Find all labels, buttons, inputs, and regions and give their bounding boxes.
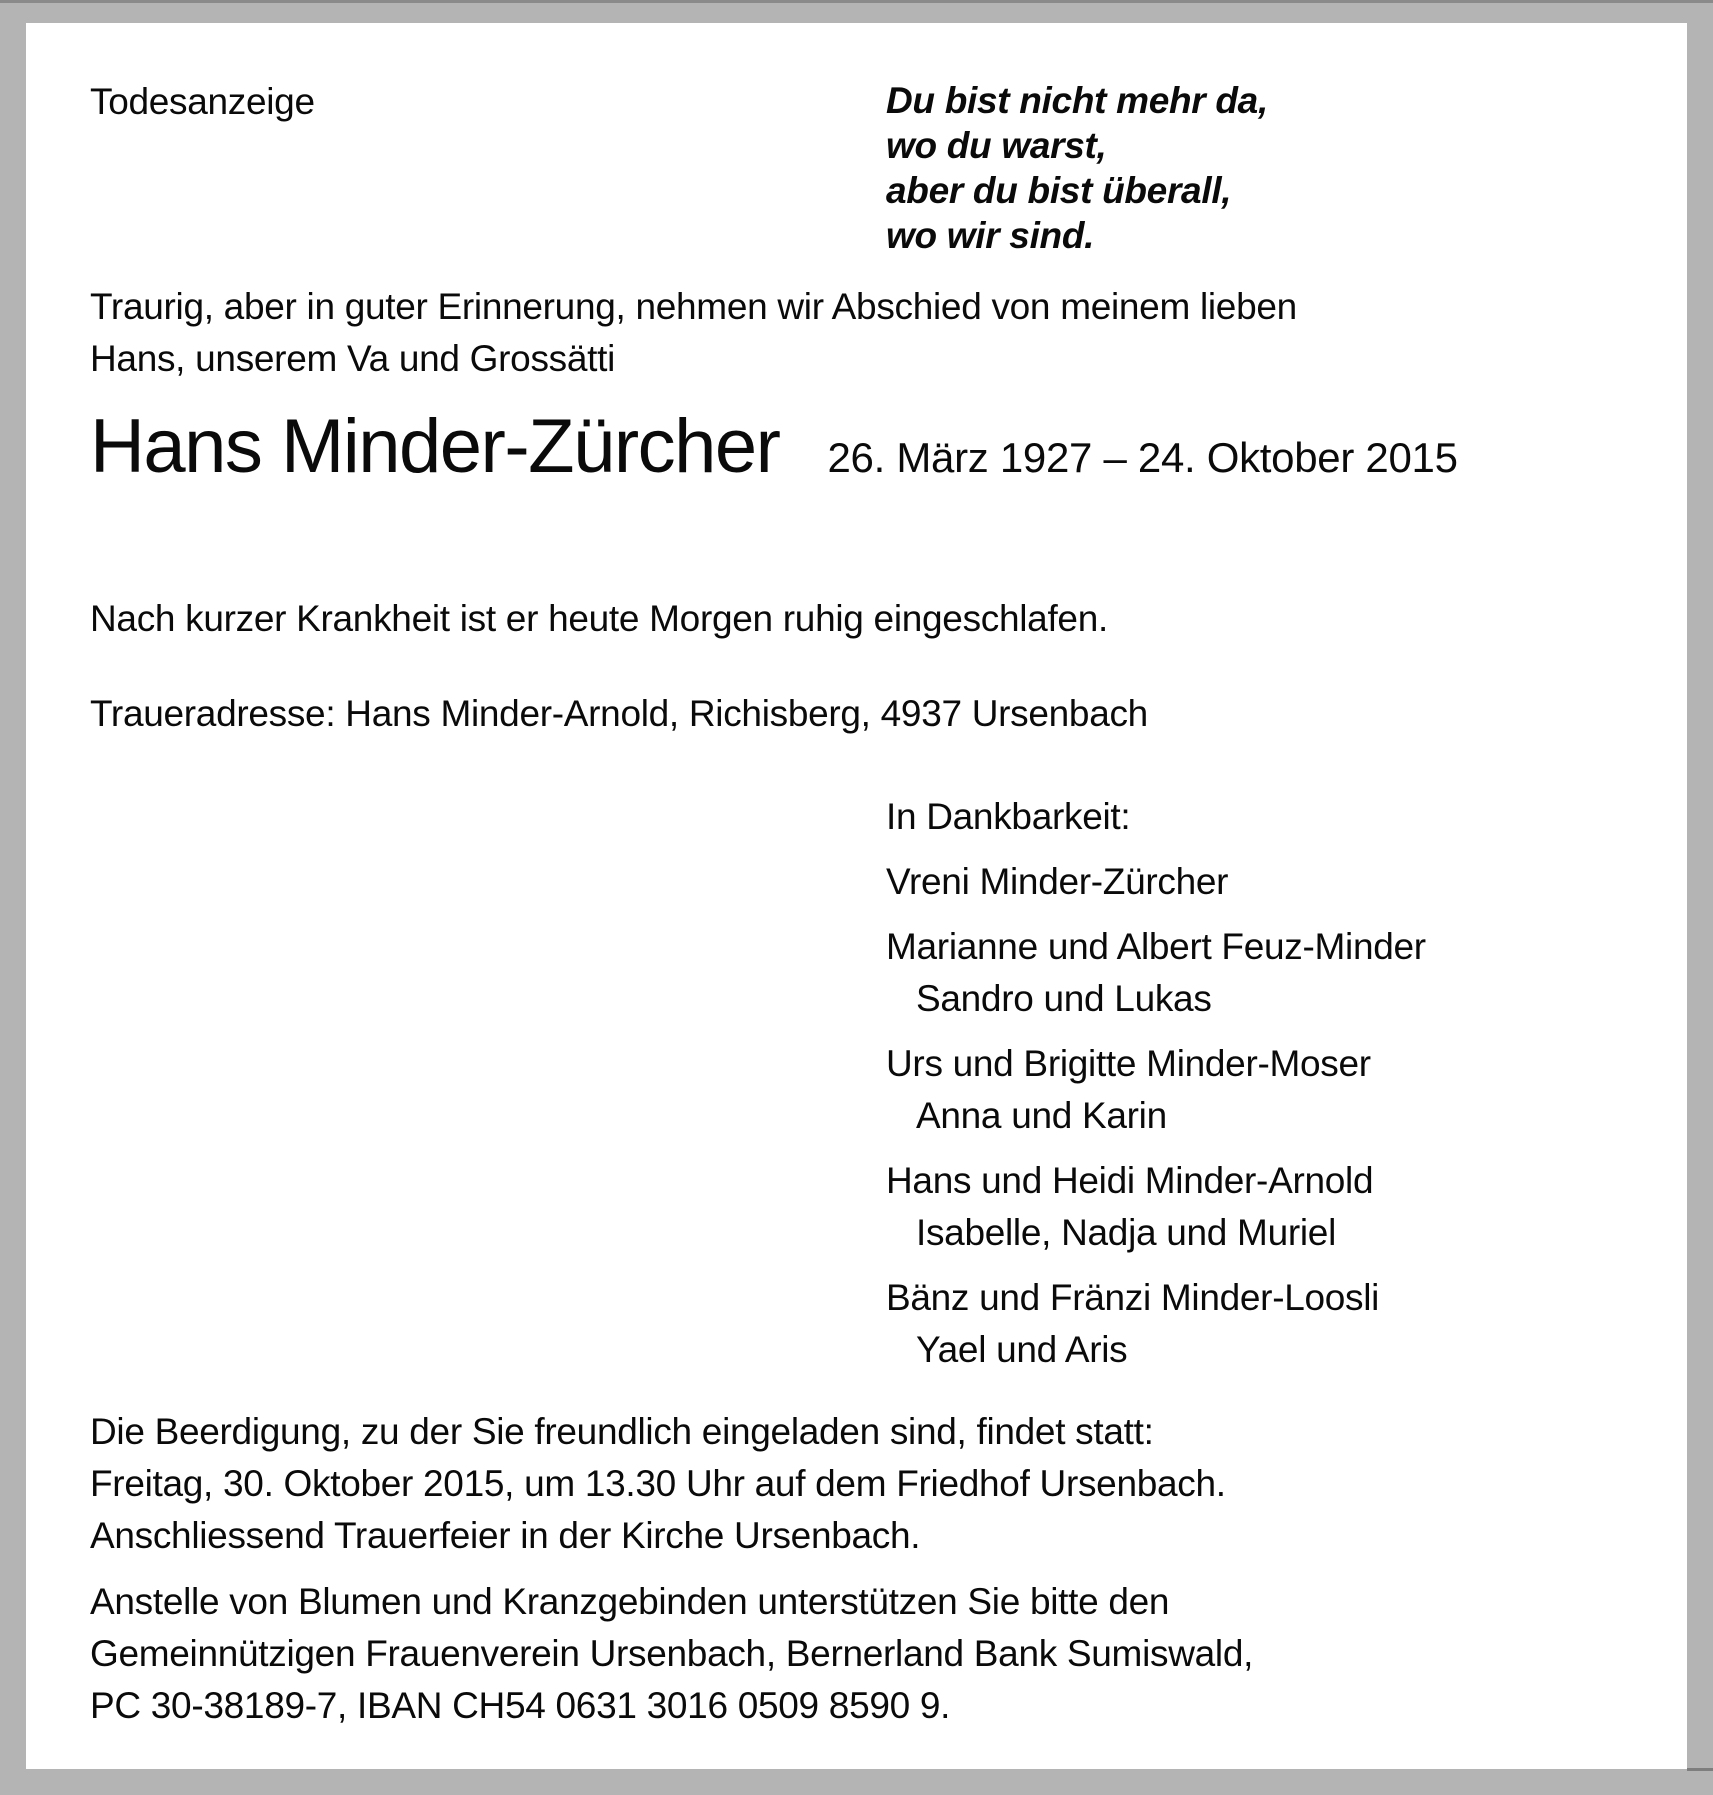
memorial-poem bbox=[886, 78, 1268, 258]
family-group bbox=[886, 921, 1426, 1025]
page-shadow bbox=[1687, 1768, 1713, 1771]
family-member: Bänz und Fränzi Minder-Loosli bbox=[886, 1277, 1380, 1318]
intro-line: Hans, unserem Va und Grossätti bbox=[90, 338, 616, 379]
family-member: Urs und Brigitte Minder-Moser bbox=[886, 1043, 1371, 1084]
family-member: Vreni Minder-Zürcher bbox=[886, 861, 1229, 902]
family-group bbox=[886, 856, 1426, 908]
funeral-line: Freitag, 30. Oktober 2015, um 13.30 Uhr auf dem Friedhof Ursenbach. bbox=[90, 1463, 1226, 1504]
deceased-name: Hans Minder-Zürcher bbox=[90, 404, 780, 489]
family-children: Yael und Aris bbox=[916, 1329, 1128, 1370]
obituary-page bbox=[26, 23, 1687, 1769]
donation-details bbox=[90, 1576, 1253, 1732]
donation-line: PC 30-38189-7, IBAN CH54 0631 3016 0509 8590 9. bbox=[90, 1685, 951, 1726]
poem-line: wo wir sind. bbox=[886, 215, 1095, 256]
donation-line: Gemeinnützigen Frauenverein Ursenbach, Bernerland Bank Sumiswald, bbox=[90, 1633, 1254, 1674]
family-group bbox=[886, 1272, 1426, 1376]
donation-line: Anstelle von Blumen und Kranzgebinden unterstützen Sie bitte den bbox=[90, 1581, 1170, 1622]
family-children: Isabelle, Nadja und Muriel bbox=[916, 1212, 1336, 1253]
family-group bbox=[886, 1038, 1426, 1142]
notice-kind-label: Todesanzeige bbox=[90, 81, 315, 122]
poem-line: wo du warst, bbox=[886, 125, 1107, 166]
intro-paragraph bbox=[90, 281, 1297, 385]
mourning-address: Traueradresse: Hans Minder-Arnold, Richisberg, 4937 Ursenbach bbox=[90, 693, 1148, 734]
poem-line: Du bist nicht mehr da, bbox=[886, 80, 1268, 121]
family-member: Hans und Heidi Minder-Arnold bbox=[886, 1160, 1374, 1201]
death-note: Nach kurzer Krankheit ist er heute Morgen ruhig eingeschlafen. bbox=[90, 598, 1108, 639]
family-children: Anna und Karin bbox=[916, 1095, 1167, 1136]
window-frame-top-line bbox=[0, 0, 1713, 3]
funeral-details bbox=[90, 1406, 1226, 1562]
family-group bbox=[886, 1155, 1426, 1259]
family-member: Marianne und Albert Feuz-Minder bbox=[886, 926, 1426, 967]
funeral-line: Anschliessend Trauerfeier in der Kirche Ursenbach. bbox=[90, 1515, 921, 1556]
intro-line: Traurig, aber in guter Erinnerung, nehmen wir Abschied von meinem lieben bbox=[90, 286, 1297, 327]
deceased-title-row bbox=[90, 403, 1458, 490]
gratitude-heading: In Dankbarkeit: bbox=[886, 796, 1131, 837]
funeral-line: Die Beerdigung, zu der Sie freundlich eingeladen sind, findet statt: bbox=[90, 1411, 1154, 1452]
gratitude-section bbox=[886, 791, 1426, 1389]
poem-line: aber du bist überall, bbox=[886, 170, 1232, 211]
family-children: Sandro und Lukas bbox=[916, 978, 1212, 1019]
life-dates: 26. März 1927 – 24. Oktober 2015 bbox=[827, 434, 1458, 481]
